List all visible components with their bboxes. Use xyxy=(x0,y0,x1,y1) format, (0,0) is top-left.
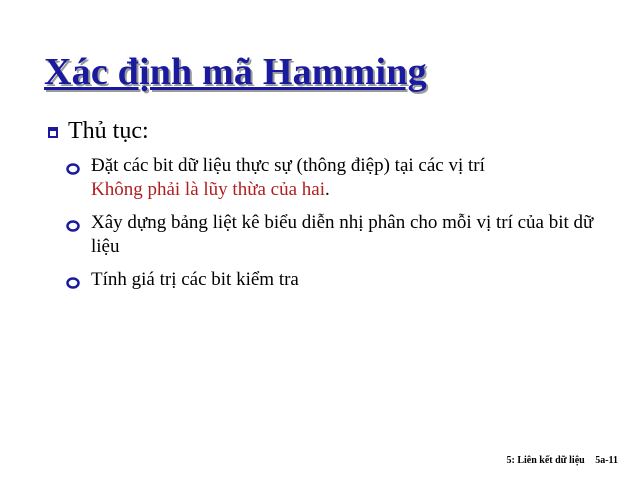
highlighted-text: Không phải là lũy thừa của hai xyxy=(91,179,326,200)
footer-chapter: 5: Liên kết dữ liệu xyxy=(506,455,585,466)
list-item xyxy=(66,211,626,259)
list-item-text-end: . xyxy=(325,179,330,200)
circle-bullet-icon xyxy=(66,277,80,289)
square-bullet-icon xyxy=(48,127,58,138)
section-heading xyxy=(48,118,149,145)
list-item xyxy=(66,154,626,202)
list-item-text: Tính giá trị các bit kiểm tra xyxy=(91,269,299,290)
list-item-text xyxy=(91,154,485,202)
list-item xyxy=(66,268,626,292)
slide-footer xyxy=(506,455,618,466)
footer-page-number: 5a-11 xyxy=(595,455,618,466)
list-item-text-main: Đặt các bit dữ liệu thực sự (thông điệp) tại các vị trí xyxy=(91,155,485,176)
slide-title: Xác định mã Hamming xyxy=(44,51,427,93)
section-label: Thủ tục: xyxy=(68,118,149,144)
circle-bullet-icon xyxy=(66,220,80,232)
list-item-text: Xây dựng bảng liệt kê biểu diễn nhị phân cho mỗi vị trí của bit dữ liệu xyxy=(91,212,594,257)
circle-bullet-icon xyxy=(66,163,80,175)
bullet-list xyxy=(66,154,626,301)
